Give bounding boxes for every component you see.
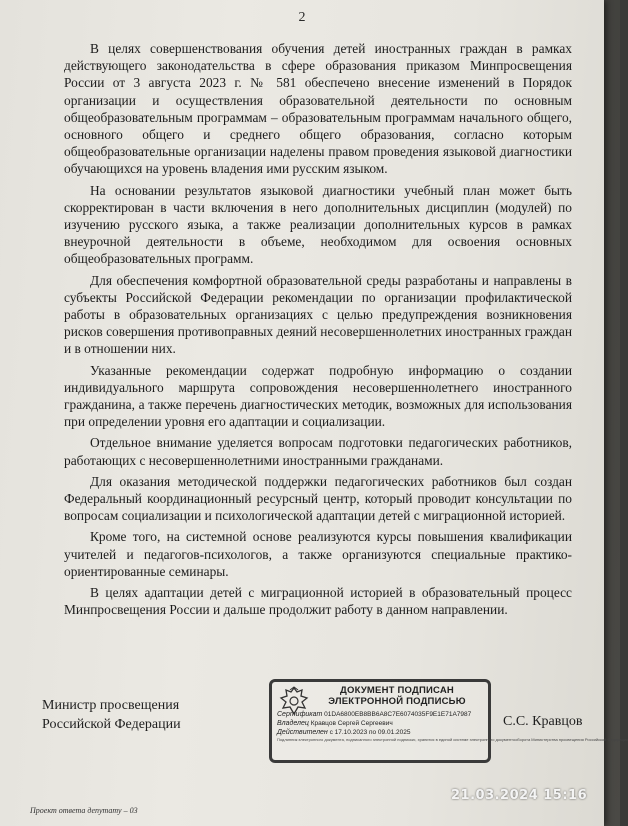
signatory-title-line-2: Российской Федерации	[42, 717, 181, 732]
stamp-validity-label: Действителен	[277, 729, 328, 736]
stamp-certificate-value: 01DA6800EB8BB6A8C7E6074035F9E1E71A7987	[324, 711, 472, 718]
paragraph-4: Указанные рекомендации содержат подробную информацию о создании индивидуального маршрута сопровождения несовершеннолетнего иностранного гражданина, а также перечень диагностических методик, возможных для использования при определении уровня его адаптации и социализации.	[64, 362, 572, 430]
signatory-name: С.С. Кравцов	[503, 714, 583, 729]
stamp-fine-print: Подлинник электронного документа, подписанного электронной подписью, хранится в единой системе электронного документооборота Министерства просвещения Российской Федерации	[277, 737, 628, 742]
stamp-validity-row	[277, 728, 483, 737]
stamp-validity-value: с 17.10.2023 по 09.01.2025	[329, 729, 411, 736]
photo-timestamp: 21.03.2024 15:16	[451, 788, 588, 803]
paragraph-1: В целях совершенствования обучения детей иностранных граждан в рамках действующего законодательства в сфере образования приказом Минпросвещения России от 3 августа 2023 г. № 581 обеспечено внесение изменений в Порядок организации и осуществления образовательной деятельности по основным общеобразовательным программам – образовательным программам начального общего, основного общего и среднего общего образования, согласно которым общеобразовательные организации наделены правом проведения языковой диагностики обучающихся на уровень владения ими русским языком.	[64, 41, 572, 177]
paragraph-2: На основании результатов языковой диагностики учебный план может быть скорректирован в части включения в него дополнительных дисциплин (модулей) по изучению русского языка, а также реализации дополнительных курсов в рамках внеурочной деятельности в объеме, необходимом для освоения основных общеобразовательных программ.	[64, 182, 572, 267]
paragraph-3: Для обеспечения комфортной образовательной среды разработаны и направлены в субъекты Российской Федерации рекомендации по организации профилактической работы в образовательных организациях с целью предупреждения возникновения рисков совершения противоправных деяний несовершеннолетних иностранных граждан и в отношении них.	[64, 272, 572, 357]
page-number: 2	[298, 10, 306, 25]
stamp-owner-row	[277, 719, 483, 728]
stamp-owner-value: Кравцов Сергей Сергеевич	[310, 720, 393, 727]
stamp-owner-label: Владелец	[277, 720, 309, 727]
stamp-certificate-label: Сертификат	[277, 711, 323, 718]
footer-note: Проект ответа депутату – 03	[30, 806, 138, 815]
paragraph-7: Кроме того, на системной основе реализуются курсы повышения квалификации учителей и педагогов-психологов, а также организуются специальные практико-ориентированные семинары.	[64, 529, 572, 579]
paragraph-5: Отдельное внимание уделяется вопросам подготовки педагогических работников, работающих с несовершеннолетними иностранными гражданами.	[64, 435, 572, 468]
paragraph-6: Для оказания методической поддержки педагогических работников был создан Федеральный координационный ресурсный центр, который проводит консультации по вопросам социализации и психологической адаптации детей с миграционной историей.	[64, 473, 572, 524]
signatory-title	[42, 696, 181, 734]
paragraph-8: В целях адаптации детей с миграционной историей в образовательный процесс Минпросвещения России и дальше продолжит работу в данном направлении.	[64, 585, 572, 618]
stamp-title-line-1: ДОКУМЕНТ ПОДПИСАН	[340, 685, 454, 696]
coat-of-arms-icon	[278, 686, 310, 716]
signatory-title-line-1: Министр просвещения	[42, 698, 180, 713]
stamp-title-line-2: ЭЛЕКТРОННОЙ ПОДПИСЬЮ	[328, 696, 466, 707]
letter-body	[64, 40, 572, 623]
